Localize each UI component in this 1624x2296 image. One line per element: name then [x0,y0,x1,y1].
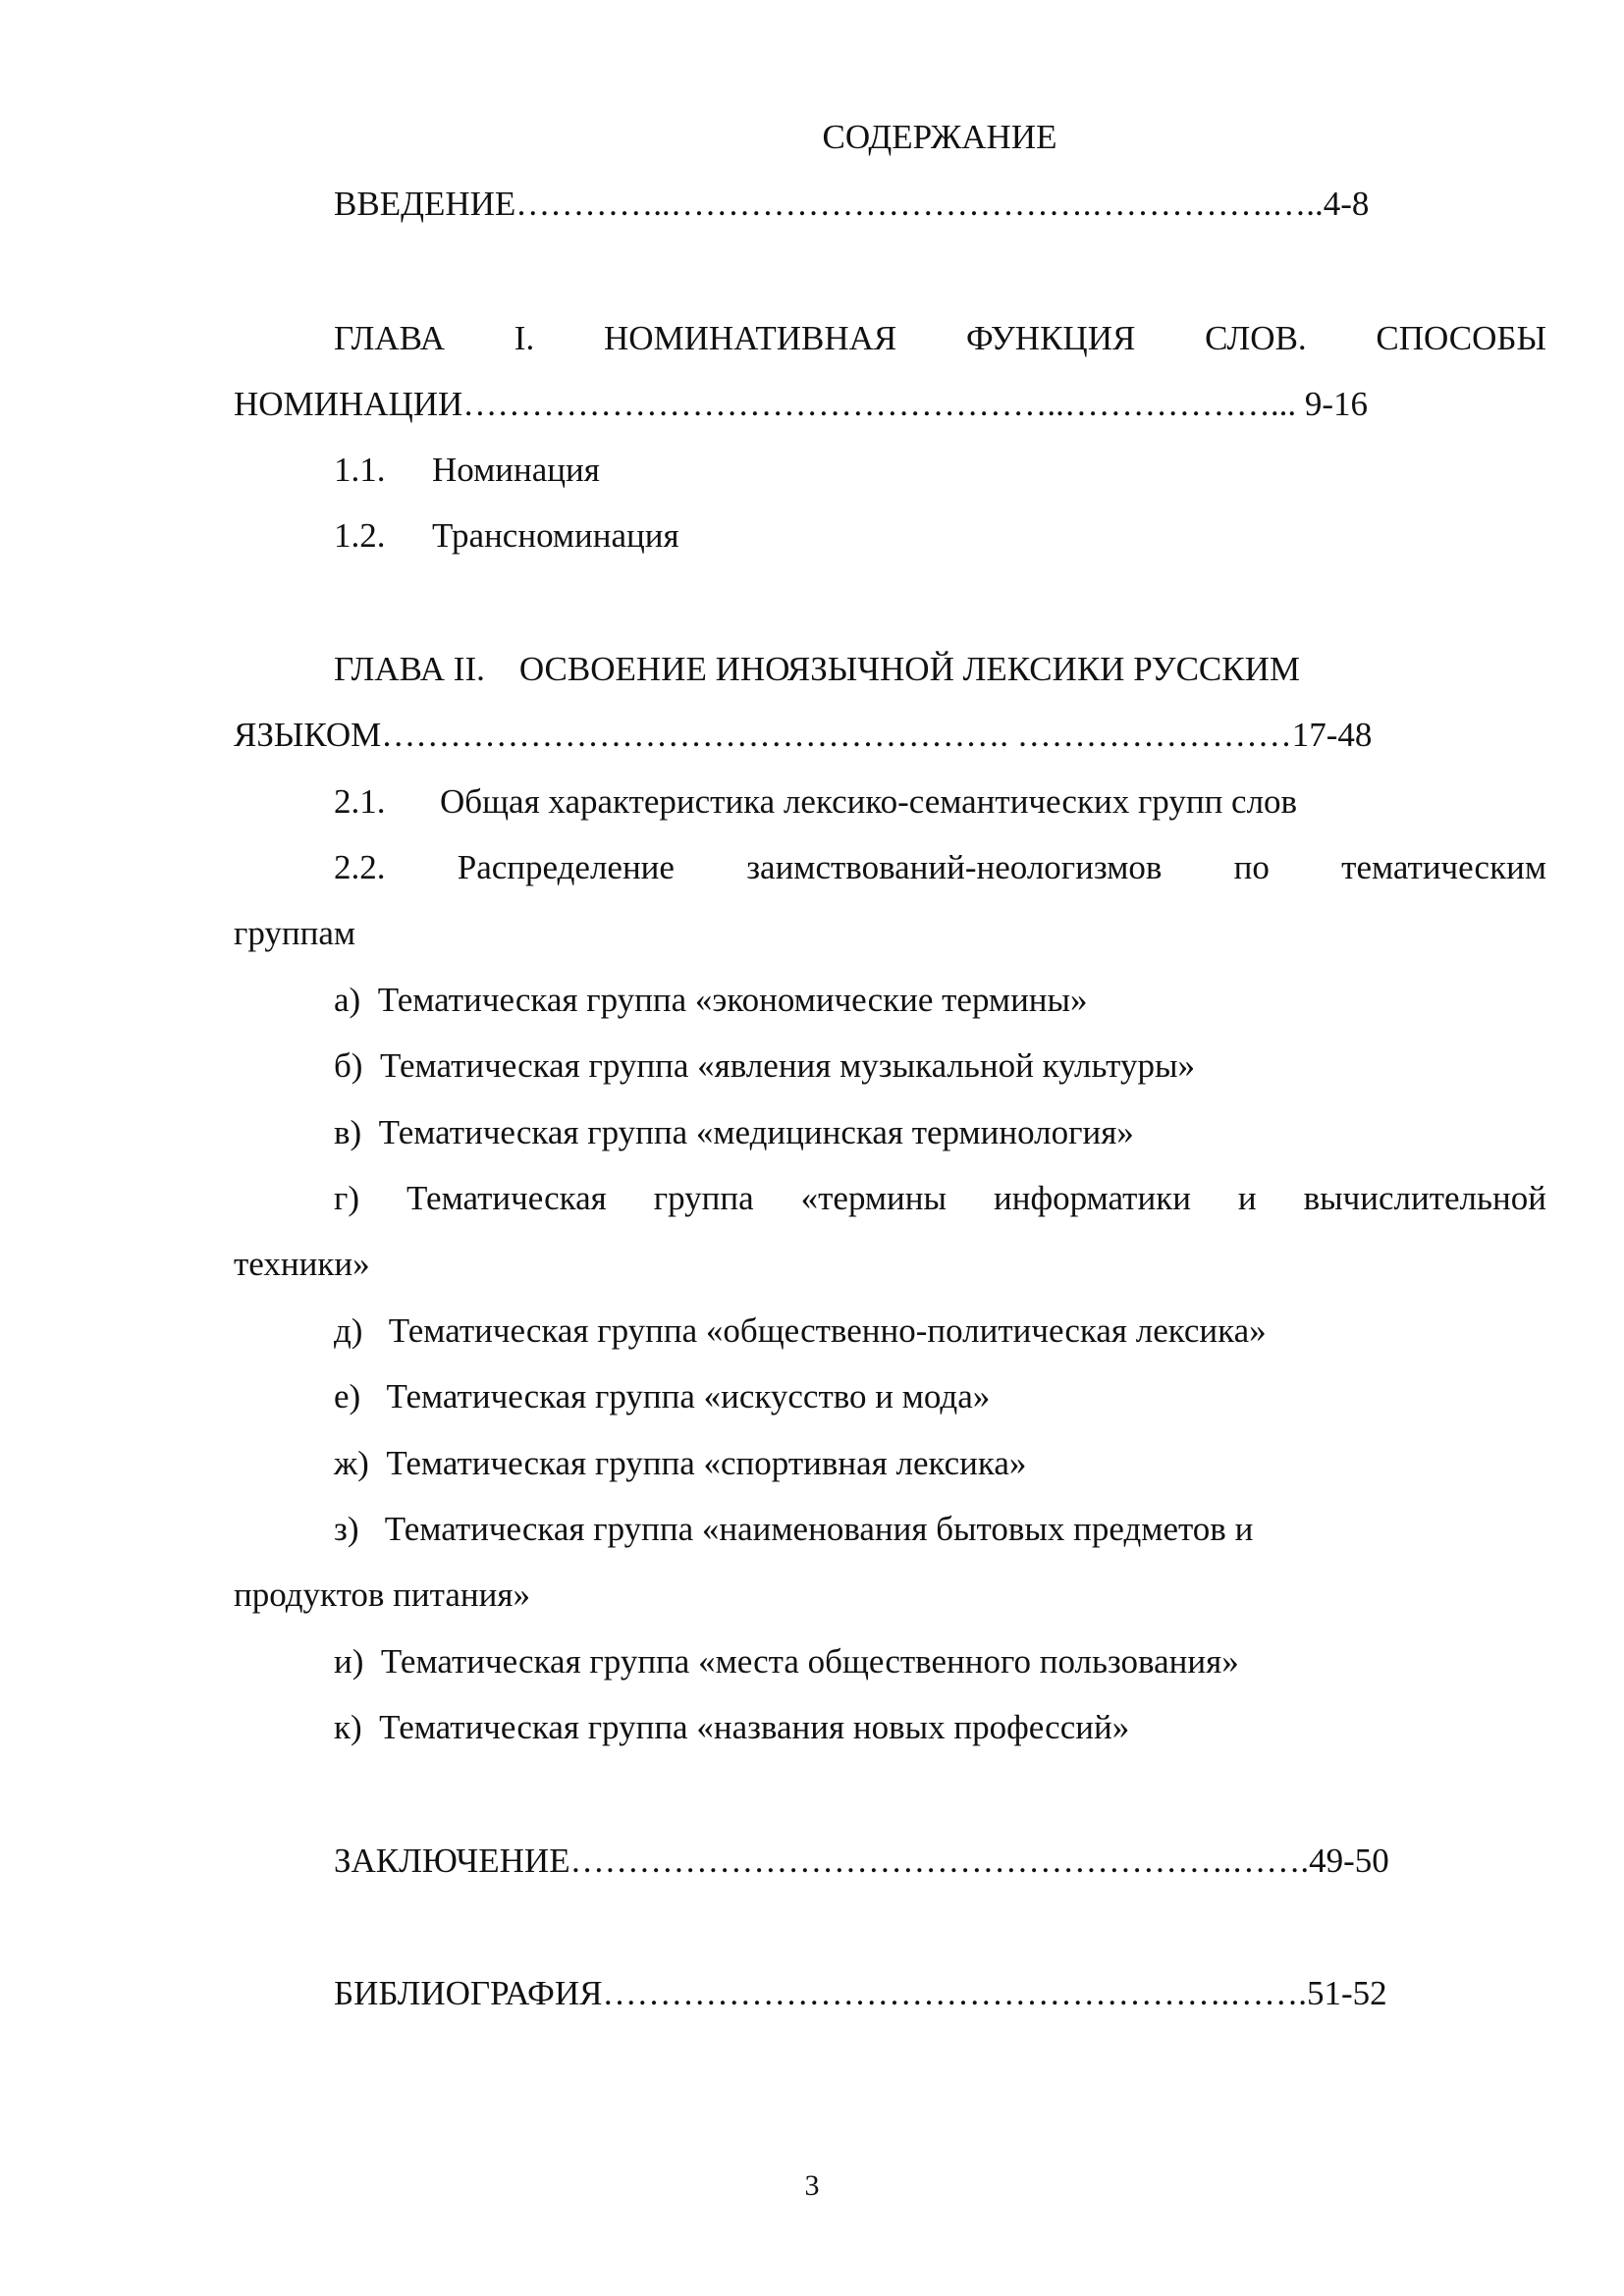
toc-section-2-2 [334,848,1546,887]
toc-group-d: д) Тематическая группа «общественно-политическая лексика» [334,1311,1267,1350]
toc-group-a: а) Тематическая группа «экономические термины» [334,981,1088,1019]
word: тематическим [1341,848,1546,886]
toc-entry-chapter2-pages: ЯЗЫКОМ………………………………………………. ……………………17-48 [234,716,1373,754]
word: НОМИНАТИВНАЯ [603,319,897,357]
toc-entry-chapter1-heading [334,319,1546,358]
toc-title: СОДЕРЖАНИЕ [822,118,1057,156]
word: ГЛАВА [334,319,446,357]
section-number: 1.2. [334,516,386,555]
toc-entry-chapter1-pages: НОМИНАЦИИ……………………………………………..………………... 9-16 [234,385,1368,423]
word: и [1237,1179,1257,1217]
word: заимствований-неологизмов [746,848,1163,886]
word: г) [334,1179,360,1217]
toc-section-1-1 [334,451,600,490]
word: по [1233,848,1270,886]
word: СЛОВ. [1205,319,1307,357]
toc-entry-chapter2-heading: ГЛАВА II. ОСВОЕНИЕ ИНОЯЗЫЧНОЙ ЛЕКСИКИ РУССКИМ [334,650,1300,688]
word: Тематическая [406,1179,607,1217]
toc-group-e: е) Тематическая группа «искусство и мода» [334,1377,991,1415]
word: ФУНКЦИЯ [966,319,1136,357]
toc-group-zh: ж) Тематическая группа «спортивная лексика» [334,1444,1027,1482]
section-title: Общая характеристика лексико-семантических групп слов [440,782,1298,821]
toc-group-v: в) Тематическая группа «медицинская терминология» [334,1113,1134,1151]
toc-group-b: б) Тематическая группа «явления музыкальной культуры» [334,1046,1195,1085]
toc-group-z-cont: продуктов питания» [234,1575,530,1614]
toc-group-g [334,1179,1546,1218]
word: Распределение [457,848,675,886]
word: СПОСОБЫ [1376,319,1546,357]
toc-group-z: з) Тематическая группа «наименования бытовых предметов и [334,1510,1254,1548]
section-title: Номинация [432,451,600,489]
word: вычислительной [1303,1179,1546,1217]
word: 2.2. [334,848,386,886]
toc-entry-conclusion: ЗАКЛЮЧЕНИЕ………………………………………………….…….49-50 [334,1842,1389,1880]
section-number: 1.1. [334,451,386,489]
toc-group-g-cont: техники» [234,1245,370,1283]
toc-section-2-2-cont: группам [234,914,356,952]
toc-section-2-1 [334,782,1297,822]
word: информатики [994,1179,1191,1217]
section-number: 2.1. [334,782,386,821]
section-title: Трансноминация [432,516,679,555]
page-number: 3 [804,2169,820,2202]
word: группа [653,1179,754,1217]
toc-entry-bibliography: БИБЛИОГРАФИЯ……………………………………………….…….51-52 [334,1974,1387,2012]
toc-group-i: и) Тематическая группа «места общественного пользования» [334,1642,1239,1681]
word: I. [514,319,535,357]
toc-section-1-2 [334,516,679,556]
toc-group-k: к) Тематическая группа «названия новых профессий» [334,1708,1130,1746]
word: «термины [800,1179,947,1217]
toc-entry-intro: ВВЕДЕНИЕ…………..……………………………….…………….…..4-8 [334,185,1370,223]
